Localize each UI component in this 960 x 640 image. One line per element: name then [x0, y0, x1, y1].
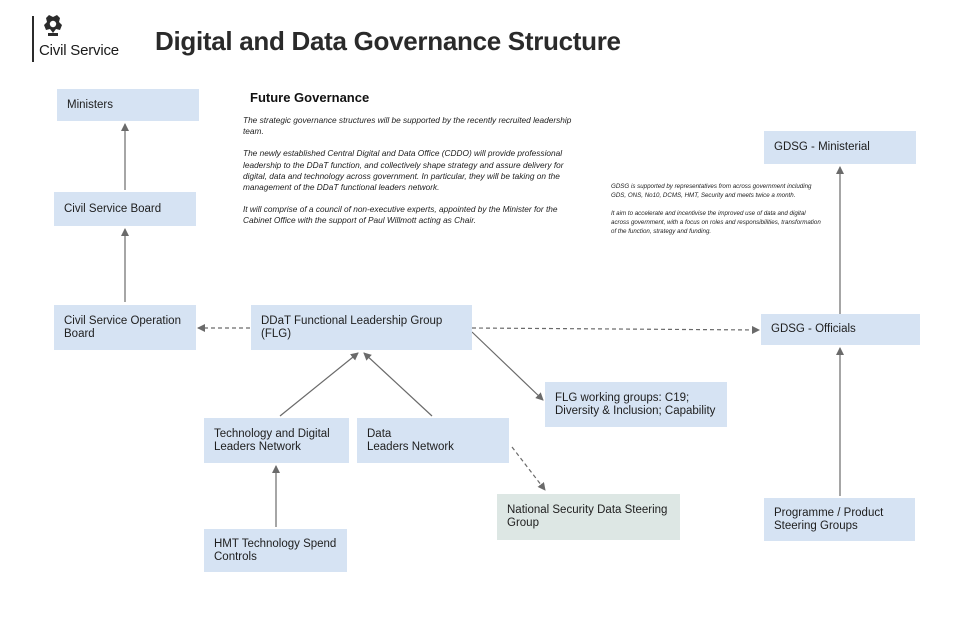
arrow-flg-to-working-groups: [472, 332, 543, 400]
node-national-security: National Security Data Steering Group: [497, 494, 680, 540]
brand-name: Civil Service: [39, 42, 119, 59]
arrow-data-to-flg: [364, 353, 432, 416]
node-gdsg-ministerial: GDSG - Ministerial: [764, 131, 916, 164]
node-tech-digital-leaders: Technology and Digital Leaders Network: [204, 418, 349, 463]
arrow-data-to-nsdsg: [512, 447, 545, 490]
gdsg-note: [611, 182, 821, 245]
gdsg-paragraph: GDSG is supported by representatives from across government including GDS, ONS, No10, DCMS, HMT, Security and meets twice a month.: [611, 183, 812, 199]
gdsg-paragraph: It aim to accelerate and incentivise the improved use of data and digital across government, with a focus on roles and responsibilities, transformation of the function, strategy and funding.: [611, 210, 821, 235]
node-civil-service-board: Civil Service Board: [54, 192, 196, 226]
future-governance-title: Future Governance: [250, 90, 370, 105]
node-cs-operation-board: Civil Service Operation Board: [54, 305, 196, 350]
node-ministers: Ministers: [57, 89, 199, 121]
fg-paragraph: It will comprise of a council of non-executive experts, appointed by the Minister for the Cabinet Office with the support of Paul Willmott acting as Chair.: [243, 204, 558, 226]
node-hmt-spend-controls: HMT Technology Spend Controls: [204, 529, 347, 572]
fg-paragraph: The newly established Central Digital and Data Office (CDDO) will provide professional leadership to the DDaT function, and collectively shape strategy and assure delivery for digital, data and technology across government. In particular, they will be taking on the management of the DDaT functional leaders network.: [243, 148, 564, 193]
fg-paragraph: The strategic governance structures will be supported by the recently recruited leadership team.: [243, 115, 572, 137]
node-flg-working-groups: FLG working groups: C19; Diversity & Inclusion; Capability: [545, 382, 727, 427]
node-data-leaders: Data Leaders Network: [357, 418, 509, 463]
future-governance-text: [243, 115, 588, 238]
arrow-flg-to-gdsg-officials: [472, 328, 759, 330]
page-title: Digital and Data Governance Structure: [155, 26, 621, 56]
node-flg: DDaT Functional Leadership Group (FLG): [251, 305, 472, 350]
node-gdsg-officials: GDSG - Officials: [761, 314, 920, 345]
node-programme-product: Programme / Product Steering Groups: [764, 498, 915, 541]
arrow-tech-to-flg: [280, 353, 358, 416]
